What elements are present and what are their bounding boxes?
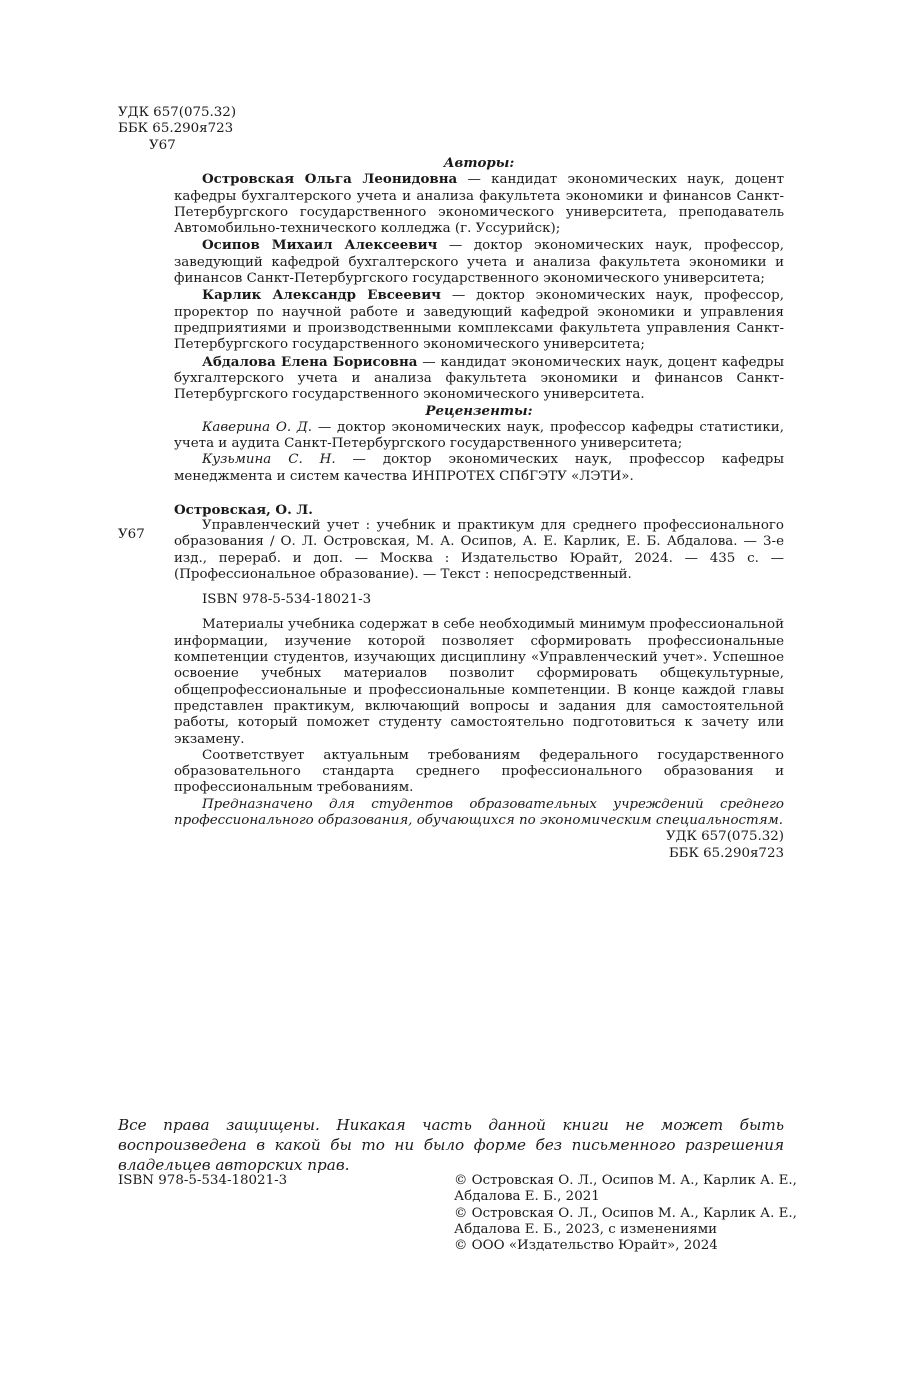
- author-desc: — кандидат экономических наук, доцент кафедры бухгалтерского учета и анализа факультета экономики и финансов Санкт-Петербургского государственного экономического университета, преподаватель Автомобильно-технического колледжа (г. Уссурийск);: [174, 172, 784, 237]
- author-entry: [174, 354, 784, 404]
- author-desc: — кандидат экономических наук, доцент кафедры бухгалтерского учета и анализа факультета экономики и финансов Санкт-Петербургского государственного экономического университета.: [174, 354, 784, 403]
- catalog-card: [174, 518, 784, 862]
- abstract-paragraph: Соответствует актуальным требованиям федерального государственного образовательного стандарта среднего профессионального образования и профессиональным требованиям.: [174, 747, 784, 796]
- copyright-line: © ООО «Издательство Юрайт», 2024: [454, 1238, 718, 1254]
- reviewer-desc: — доктор экономических наук, профессор кафедры менеджмента и систем качества ИНПРОТЕХ СПбГЭТУ «ЛЭТИ».: [174, 452, 784, 484]
- author-desc: — доктор экономических наук, профессор, проректор по научной работе и заведующий кафедрой экономики и управления предприятиями и производственными комплексами факультета управления Санкт-Петербургского государственного экономического университета;: [174, 288, 784, 353]
- classification-codes: [118, 105, 236, 154]
- authors-heading: Авторы:: [443, 155, 515, 171]
- reviewer-entry: [174, 452, 784, 485]
- footer-isbn: ISBN 978-5-534-18021-3: [118, 1173, 288, 1188]
- reviewer-name: Кузьмина С. Н.: [202, 452, 336, 468]
- rights-notice: Все права защищены. Никакая часть данной книги не может быть воспроизведена в какой бы то ни было форме без письменного разрешения владельцев авторских прав.: [118, 1116, 784, 1174]
- copyright-line: © Островская О. Л., Осипов М. А., Карлик А. Е.,: [454, 1173, 797, 1188]
- catalog-bbk: ББК 65.290я723: [668, 845, 784, 861]
- author-entry: [174, 237, 784, 287]
- author-name: Карлик Александр Евсеевич: [202, 287, 441, 304]
- copyright-line: Абдалова Е. Б., 2021: [454, 1189, 600, 1205]
- reviewer-entry: [174, 420, 784, 453]
- catalog-udk: УДК 657(075.32): [665, 829, 784, 845]
- catalog-isbn: ISBN 978-5-534-18021-3: [202, 592, 372, 608]
- udk-code: УДК 657(075.32): [118, 105, 237, 120]
- author-entry: [174, 287, 784, 353]
- authors-section: [174, 155, 784, 485]
- catalog-author: Островская, О. Л.: [174, 502, 313, 518]
- author-desc: — доктор экономических наук, профессор, заведующий кафедрой бухгалтерского учета и анализа факультета экономики и финансов Санкт-Петербургского государственного экономического университета;: [174, 238, 784, 287]
- author-name: Осипов Михаил Алексеевич: [202, 237, 438, 254]
- author-mark: У67: [149, 137, 176, 153]
- author-name: Абдалова Елена Борисовна: [202, 353, 418, 370]
- copyright-line: Абдалова Е. Б., 2023, с изменениями: [454, 1221, 718, 1237]
- bbk-code: ББК 65.290я723: [118, 121, 234, 137]
- copyright-block: [454, 1173, 797, 1254]
- catalog-author-mark: У67: [118, 527, 145, 542]
- abstract-paragraph: Материалы учебника содержат в себе необходимый минимум профессиональной информации, изучение которой позволяет сформировать профессиональные компетенции студентов, изучающих дисциплину «Управленческий учет». Успешное освоение учебных материалов позволит сформировать общекультурные, общепрофессиональные и профессиональные компетенции. В конце каждой главы представлен практикум, включающий вопросы и задания для самостоятельной работы, который поможет студенту самостоятельно подготовиться к зачету или экзамену.: [174, 617, 784, 747]
- copyright-line: © Островская О. Л., Осипов М. А., Карлик А. Е.,: [454, 1205, 797, 1221]
- audience-note: Предназначено для студентов образовательных учреждений среднего профессионального образования, обучающихся по экономическим специальностям.: [174, 796, 784, 829]
- reviewer-name: Каверина О. Д.: [202, 419, 313, 435]
- author-entry: [174, 171, 784, 237]
- author-name: Островская Ольга Леонидовна: [202, 171, 458, 188]
- reviewers-heading: Рецензенты:: [425, 403, 533, 420]
- reviewer-desc: — доктор экономических наук, профессор кафедры статистики, учета и аудита Санкт-Петербургского государственного университета;: [174, 419, 784, 452]
- bibliographic-entry: Управленческий учет : учебник и практикум для среднего профессионального образования / О. Л. Островская, М. А. Осипов, А. Е. Карлик, Е. Б. Абдалова. — 3-е изд., перераб. и доп. — Москва : Издательство Юрайт, 2024. — 435 с. — (Профессиональное образование). — Текст : непосредственный.: [174, 518, 784, 582]
